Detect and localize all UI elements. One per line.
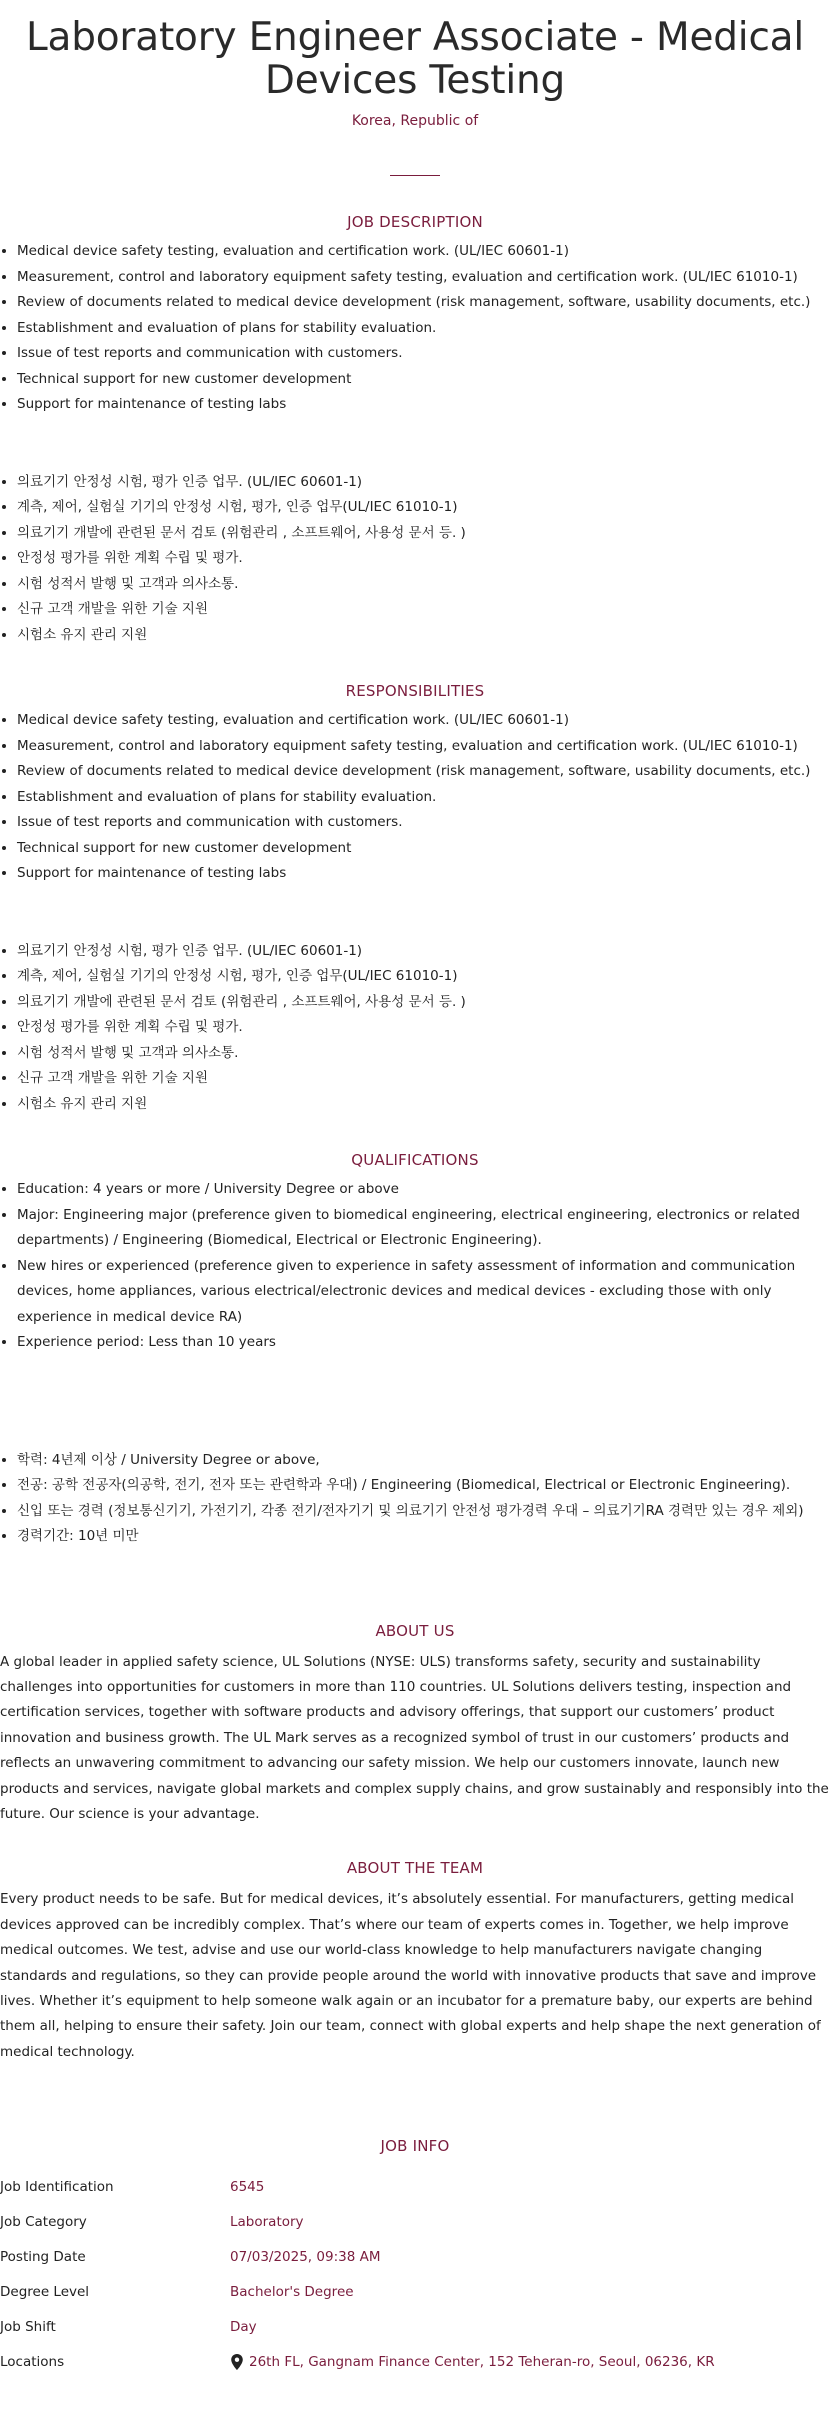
- list-item: • Review of documents related to medical device development (risk management, software, usability documents, etc.): [17, 759, 830, 785]
- list-item: • Medical device safety testing, evaluation and certification work. (UL/IEC 60601-1): [17, 708, 830, 734]
- info-label: Job Category: [0, 2213, 87, 2230]
- info-value: Day: [230, 2318, 257, 2335]
- job-location: Korea, Republic of: [351, 113, 479, 129]
- info-label: Posting Date: [0, 2248, 86, 2265]
- info-label: Degree Level: [0, 2283, 90, 2300]
- job-description-english-list: [0, 239, 830, 418]
- spacer: [0, 1356, 830, 1448]
- job-info-row: [0, 2204, 830, 2239]
- section-heading: ABOUT US: [375, 1621, 455, 1640]
- list-item: • Technical support for new customer development: [17, 836, 830, 862]
- list-item: • 학력: 4년제 이상 / University Degree or above,: [17, 1448, 830, 1474]
- list-item: • Measurement, control and laboratory equipment safety testing, evaluation and certification work. (UL/IEC 61010-1): [17, 734, 830, 760]
- list-item: • 안정성 평가를 위한 계획 수립 및 평가.: [17, 1015, 830, 1041]
- job-info-row: [0, 2344, 830, 2379]
- about-us-section: [0, 1622, 830, 1828]
- title-divider: [390, 175, 440, 176]
- list-item: • 의료기기 개발에 관련된 문서 검토 (위험관리 , 소프트웨어, 사용성 문서 등. ): [17, 990, 830, 1016]
- qualifications-korean-list: [0, 1448, 830, 1550]
- list-item: • New hires or experienced (preference given to experience in safety assessment of information and communication devices, home appliances, various electrical/electronic devices and medical devices - excluding those with only experience in medical device RA): [17, 1254, 830, 1331]
- list-item: • 계측, 제어, 실험실 기기의 안정성 시험, 평가, 인증 업무(UL/IEC 61010-1): [17, 495, 830, 521]
- list-item: • Experience period: Less than 10 years: [17, 1330, 830, 1356]
- job-info-table: [0, 2169, 830, 2379]
- info-value: 6545: [230, 2178, 265, 2195]
- map-pin-icon: [230, 2354, 244, 2370]
- spacer: [0, 887, 830, 939]
- responsibilities-korean-list: [0, 939, 830, 1118]
- list-item: • 시험 성적서 발행 및 고객과 의사소통.: [17, 572, 830, 598]
- about-team-text: Every product needs to be safe. But for medical devices, it’s absolutely essential. For manufacturers, getting medical devices approved can be incredibly complex. That’s where our team of experts comes in. Together, we help improve medical outcomes. We test, advise and use our world-class knowledge to help manufacturers navigate changing standards and regulations, so they can provide people around the world with innovative products that save and improve lives. Whether it’s equipment to help someone walk again or an incubator for a premature baby, our experts are behind them all, helping to ensure their safety. Join our team, connect with global experts and help shape the next generation of medical technology.: [0, 1891, 821, 2060]
- responsibilities-english-list: [0, 708, 830, 887]
- list-item: • 시험 성적서 발행 및 고객과 의사소통.: [17, 1041, 830, 1067]
- location-link[interactable]: [230, 2354, 715, 2370]
- info-label: Locations: [0, 2353, 65, 2370]
- list-item: • Issue of test reports and communication with customers.: [17, 341, 830, 367]
- job-info-row: [0, 2274, 830, 2309]
- section-heading: JOB INFO: [380, 2137, 450, 2156]
- list-item: • 신규 고객 개발을 위한 기술 지원: [17, 597, 830, 623]
- list-item: • Education: 4 years or more / University Degree or above: [17, 1177, 830, 1203]
- job-description-section: [0, 213, 830, 648]
- list-item: • 신입 또는 경력 (정보통신기기, 가전기기, 각종 전기/전자기기 및 의료기기 안전성 평가경력 우대 – 의료기기RA 경력만 있는 경우 제외): [17, 1499, 830, 1525]
- about-team-section: [0, 1859, 830, 2065]
- list-item: • 의료기기 안정성 시험, 평가 인증 업무. (UL/IEC 60601-1): [17, 470, 830, 496]
- section-heading: ABOUT THE TEAM: [346, 1859, 484, 1878]
- job-info-row: [0, 2239, 830, 2274]
- section-heading: JOB DESCRIPTION: [347, 213, 483, 231]
- info-label: Job Shift: [0, 2318, 56, 2335]
- info-value: Bachelor's Degree: [230, 2283, 354, 2300]
- list-item: • Establishment and evaluation of plans for stability evaluation.: [17, 316, 830, 342]
- list-item: • Measurement, control and laboratory equipment safety testing, evaluation and certification work. (UL/IEC 61010-1): [17, 265, 830, 291]
- location-text: 26th FL, Gangnam Finance Center, 152 Teheran-ro, Seoul, 06236, KR: [249, 2353, 715, 2370]
- list-item: • 시험소 유지 관리 지원: [17, 623, 830, 649]
- info-label: Job Identification: [0, 2178, 114, 2195]
- job-info-row: [0, 2309, 830, 2344]
- list-item: • Support for maintenance of testing labs: [17, 392, 830, 418]
- job-description-korean-list: [0, 470, 830, 649]
- list-item: • 안정성 평가를 위한 계획 수립 및 평가.: [17, 546, 830, 572]
- qualifications-english-list: [0, 1177, 830, 1356]
- list-item: • 경력기간: 10년 미만: [17, 1524, 830, 1550]
- job-title: Laboratory Engineer Associate - Medical Devices Testing: [25, 15, 805, 103]
- list-item: • Major: Engineering major (preference given to biomedical engineering, electrical engineering, electronics or related departments) / Engineering (Biomedical, Electrical or Electronic Engineering).: [17, 1203, 830, 1254]
- list-item: • Establishment and evaluation of plans for stability evaluation.: [17, 785, 830, 811]
- list-item: • Medical device safety testing, evaluation and certification work. (UL/IEC 60601-1): [17, 239, 830, 265]
- list-item: • Review of documents related to medical device development (risk management, software, usability documents, etc.): [17, 290, 830, 316]
- list-item: • 의료기기 개발에 관련된 문서 검토 (위험관리 , 소프트웨어, 사용성 문서 등. ): [17, 521, 830, 547]
- list-item: • 시험소 유지 관리 지원: [17, 1092, 830, 1118]
- section-heading: RESPONSIBILITIES: [345, 682, 485, 700]
- section-heading: QUALIFICATIONS: [351, 1151, 479, 1169]
- spacer: [0, 418, 830, 470]
- list-item: • 계측, 제어, 실험실 기기의 안정성 시험, 평가, 인증 업무(UL/IEC 61010-1): [17, 964, 830, 990]
- list-item: • Support for maintenance of testing labs: [17, 861, 830, 887]
- qualifications-section: [0, 1151, 830, 1550]
- info-value: 07/03/2025, 09:38 AM: [230, 2248, 381, 2265]
- list-item: • 전공: 공학 전공자(의공학, 전기, 전자 또는 관련학과 우대) / Engineering (Biomedical, Electrical or Electronic Engineering).: [17, 1473, 830, 1499]
- job-info-row: [0, 2169, 830, 2204]
- responsibilities-section: [0, 682, 830, 1117]
- job-info-section: [0, 2137, 830, 2379]
- about-us-text: A global leader in applied safety science, UL Solutions (NYSE: ULS) transforms safety, security and sustainability challenges into opportunities for customers in more than 110 countries. UL Solutions delivers testing, inspection and certification services, together with software products and advisory offerings, that support our customers’ product innovation and business growth. The UL Mark serves as a recognized symbol of trust in our customers’ products and reflects an unwavering commitment to advancing our safety mission. We help our customers innovate, launch new products and services, navigate global markets and complex supply chains, and grow sustainably and responsibly into the future. Our science is your advantage.: [0, 1653, 829, 1822]
- list-item: • Issue of test reports and communication with customers.: [17, 810, 830, 836]
- list-item: • 의료기기 안정성 시험, 평가 인증 업무. (UL/IEC 60601-1): [17, 939, 830, 965]
- info-value: Laboratory: [230, 2213, 304, 2230]
- list-item: • 신규 고객 개발을 위한 기술 지원: [17, 1066, 830, 1092]
- list-item: • Technical support for new customer development: [17, 367, 830, 393]
